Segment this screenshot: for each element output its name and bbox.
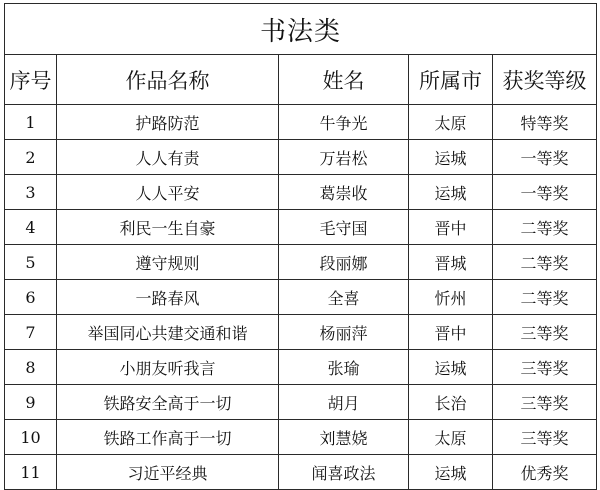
cell-award-level: 二等奖: [493, 280, 597, 315]
cell-city: 运城: [409, 350, 493, 385]
cell-work-title: 小朋友听我言: [57, 350, 279, 385]
cell-name: 闻喜政法: [279, 455, 409, 490]
cell-award-level: 一等奖: [493, 175, 597, 210]
table-row: [5, 280, 597, 315]
title-row: [5, 4, 597, 55]
table-row: [5, 105, 597, 140]
table-body: [5, 105, 597, 490]
cell-work-title: 人人有责: [57, 140, 279, 175]
table-row: [5, 245, 597, 280]
cell-serial-number: 8: [5, 350, 57, 385]
table-row: [5, 175, 597, 210]
cell-city: 太原: [409, 420, 493, 455]
cell-serial-number: 4: [5, 210, 57, 245]
table-row: [5, 385, 597, 420]
cell-serial-number: 5: [5, 245, 57, 280]
cell-city: 运城: [409, 175, 493, 210]
table-row: [5, 210, 597, 245]
cell-city: 晋城: [409, 245, 493, 280]
cell-city: 运城: [409, 455, 493, 490]
cell-award-level: 二等奖: [493, 210, 597, 245]
cell-name: 胡月: [279, 385, 409, 420]
cell-award-level: 一等奖: [493, 140, 597, 175]
cell-serial-number: 2: [5, 140, 57, 175]
table-row: [5, 140, 597, 175]
header-name: 姓名: [279, 55, 409, 105]
cell-award-level: 三等奖: [493, 315, 597, 350]
cell-award-level: 二等奖: [493, 245, 597, 280]
table-row: [5, 420, 597, 455]
table-row: [5, 455, 597, 490]
cell-award-level: 三等奖: [493, 350, 597, 385]
cell-award-level: 三等奖: [493, 385, 597, 420]
header-award-level: 获奖等级: [493, 55, 597, 105]
cell-name: 牛争光: [279, 105, 409, 140]
cell-work-title: 一路春风: [57, 280, 279, 315]
header-work-title: 作品名称: [57, 55, 279, 105]
cell-award-level: 特等奖: [493, 105, 597, 140]
cell-serial-number: 6: [5, 280, 57, 315]
cell-work-title: 习近平经典: [57, 455, 279, 490]
cell-serial-number: 1: [5, 105, 57, 140]
cell-name: 全喜: [279, 280, 409, 315]
cell-city: 运城: [409, 140, 493, 175]
header-row: [5, 55, 597, 105]
cell-work-title: 铁路工作高于一切: [57, 420, 279, 455]
award-table: [4, 3, 597, 490]
cell-city: 长治: [409, 385, 493, 420]
cell-name: 杨丽萍: [279, 315, 409, 350]
table-title: 书法类: [5, 4, 597, 55]
cell-serial-number: 7: [5, 315, 57, 350]
table-row: [5, 350, 597, 385]
cell-name: 刘慧娆: [279, 420, 409, 455]
cell-name: 毛守国: [279, 210, 409, 245]
cell-name: 段丽娜: [279, 245, 409, 280]
cell-name: 张瑜: [279, 350, 409, 385]
cell-award-level: 优秀奖: [493, 455, 597, 490]
cell-city: 太原: [409, 105, 493, 140]
cell-serial-number: 11: [5, 455, 57, 490]
cell-award-level: 三等奖: [493, 420, 597, 455]
cell-work-title: 利民一生自豪: [57, 210, 279, 245]
cell-name: 葛崇收: [279, 175, 409, 210]
cell-name: 万岩松: [279, 140, 409, 175]
header-city: 所属市: [409, 55, 493, 105]
table-row: [5, 315, 597, 350]
cell-work-title: 铁路安全高于一切: [57, 385, 279, 420]
cell-city: 晋中: [409, 210, 493, 245]
cell-serial-number: 9: [5, 385, 57, 420]
cell-city: 晋中: [409, 315, 493, 350]
cell-work-title: 遵守规则: [57, 245, 279, 280]
cell-serial-number: 10: [5, 420, 57, 455]
cell-city: 忻州: [409, 280, 493, 315]
cell-work-title: 人人平安: [57, 175, 279, 210]
cell-work-title: 举国同心共建交通和谐: [57, 315, 279, 350]
cell-serial-number: 3: [5, 175, 57, 210]
cell-work-title: 护路防范: [57, 105, 279, 140]
header-serial-number: 序号: [5, 55, 57, 105]
